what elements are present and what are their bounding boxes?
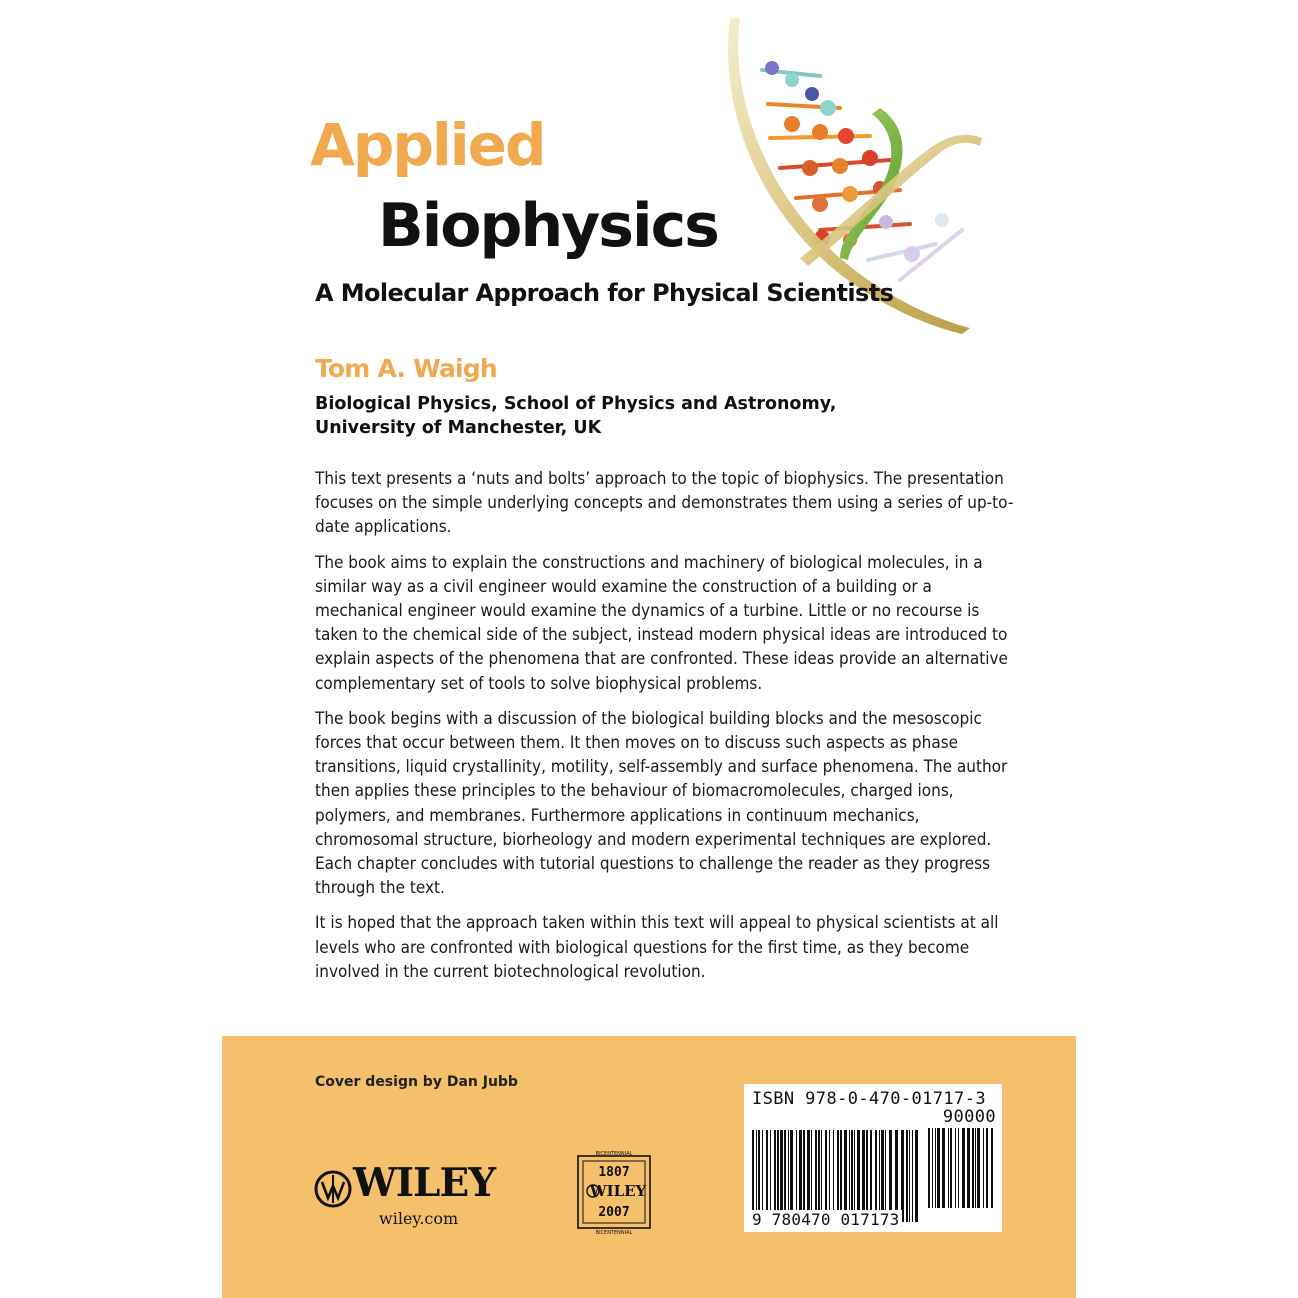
affiliation-line-1: Biological Physics, School of Physics and Astronomy,	[315, 394, 837, 414]
bicentennial-ring-bottom: BICENTENNIAL	[595, 1230, 633, 1234]
wiley-url: wiley.com	[379, 1209, 459, 1228]
barcode-bars	[752, 1130, 922, 1222]
description-paragraph-4: It is hoped that the approach taken within this text will appeal to physical scientists at all levels who are confronted with biological questions for the first time, as they become involved in the current biotechnological revolution.	[315, 913, 999, 982]
cover-design-credit: Cover design by Dan Jubb	[315, 1074, 518, 1090]
description-paragraph-1: This text presents a ‘nuts and bolts’ approach to the topic of biophysics. The presentation focuses on the simple underlying concepts and demonstrates them using a series of up-to-date applications.	[315, 469, 1014, 538]
bicentennial-ring-top: BICENTENNIAL	[595, 1151, 633, 1157]
wiley-logo	[313, 1160, 496, 1230]
bicentennial-top-year: 1807	[598, 1165, 630, 1180]
bicentennial-bottom-year: 2007	[598, 1205, 630, 1220]
description-paragraph-2: The book aims to explain the constructions and machinery of biological molecules, in a similar way as a civil engineer would examine the construction of a building or a mechanical engineer would examine the dynamics of a turbine. Little or no recourse is taken to the chemical side of the subject, instead modern physical ideas are introduced to explain aspects of the phenomena that are confronted. These ideas provide an alternative complementary set of tools to solve biophysical problems.	[315, 552, 1008, 694]
author-affiliation	[315, 392, 836, 440]
wiley-bicentennial-logo	[572, 1150, 656, 1234]
barcode-number: 9 780470 017173	[752, 1210, 900, 1229]
book-subtitle: A Molecular Approach for Physical Scientists	[315, 279, 894, 307]
price-code: 90000	[942, 1107, 996, 1127]
book-description	[315, 467, 1015, 995]
wiley-wordmark: WILEY	[353, 1160, 496, 1206]
description-paragraph-3: The book begins with a discussion of the biological building blocks and the mesoscopic forces that occur between them. It then moves on to discuss such aspects as phase transitions, liquid crystallinity, motility, self-assembly and surface phenomena. The author then applies these principles to the behaviour of biomacromolecules, charged ions, polymers, and membranes. Furthermore applications in continuum mechanics, chromosomal structure, biorheology and modern experimental techniques are explored. Each chapter concludes with tutorial questions to challenge the reader as they progress through the text.	[315, 708, 1008, 899]
title-applied: Applied	[310, 111, 545, 179]
isbn-label: ISBN 978-0-470-01717-3	[752, 1089, 986, 1109]
addon-barcode-bars	[928, 1128, 996, 1208]
bicentennial-word: WILEY	[589, 1182, 647, 1200]
wiley-logo-mark-icon	[313, 1169, 353, 1209]
author-name: Tom A. Waigh	[315, 354, 497, 383]
isbn-barcode	[744, 1084, 1002, 1232]
title-biophysics: Biophysics	[378, 191, 718, 261]
affiliation-line-2: University of Manchester, UK	[315, 418, 602, 438]
